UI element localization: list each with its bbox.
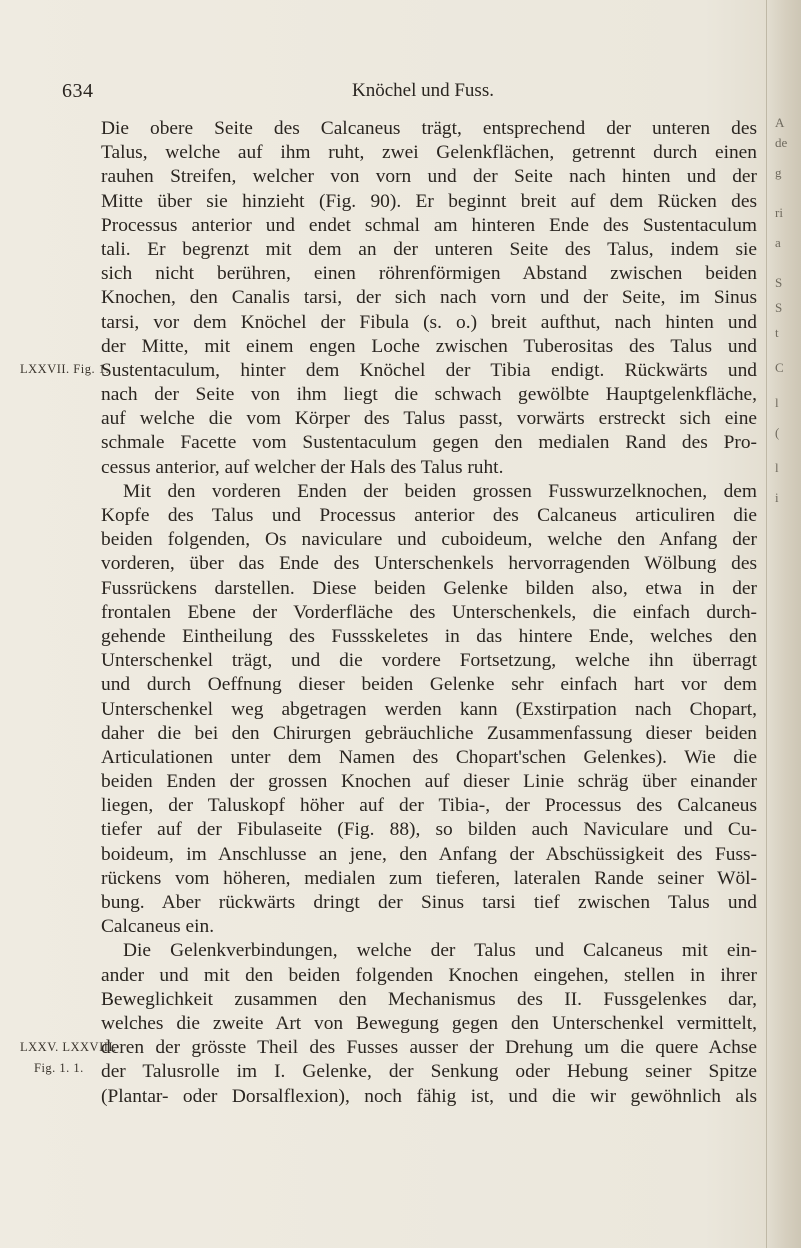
edge-text-fragment: l — [775, 395, 779, 410]
text-line: bung. Aber rückwärts dringt der Sinus tarsi tief zwischen Talus und — [101, 892, 757, 913]
text-line: Knochen, den Canalis tarsi, der sich nach vorn und der Seite, im Sinus — [101, 287, 757, 309]
body-text — [101, 117, 757, 1109]
text-line: auf welche die vom Körper des Talus passt, vorwärts erstreckt sich eine — [101, 408, 757, 430]
text-line: frontalen Ebene der Vorderfläche des Unterschenkels, die einfach durch- — [101, 601, 757, 623]
text-line: Beweglichkeit zusammen den Mechanismus des II. Fussgelenkes dar, — [101, 988, 757, 1010]
text-line: schmale Facette vom Sustentaculum gegen den medialen Rand des Pro- — [101, 432, 757, 454]
page-number: 634 — [62, 80, 94, 102]
text-line: Sustentaculum, hinter dem Knöchel der Tibia endigt. Rückwärts und — [101, 359, 757, 381]
edge-text-fragment: ( — [775, 425, 780, 440]
edge-text-fragment: a — [775, 235, 781, 250]
margin-note-fig-ref: Fig. 1. 1. — [34, 1061, 84, 1075]
text-line: Die obere Seite des Calcaneus trägt, entsprechend der unteren des — [101, 118, 757, 139]
text-line: rückens vom höheren, medialen zum tieferen, lateralen Rande seiner Wöl- — [101, 867, 757, 889]
text-line: daher die bei den Chirurgen gebräuchliche Zusammenfassung dieser beiden — [101, 722, 757, 744]
text-line: welches die zweite Art von Bewegung gegen den Unterschenkel vermittelt, — [101, 1012, 757, 1034]
text-line: Unterschenkel trägt, und die vordere Fortsetzung, welche ihn überragt — [101, 650, 757, 672]
text-line: Mitte über sie hinzieht (Fig. 90). Er beginnt breit auf dem Rücken des — [101, 190, 757, 212]
text-line: ander und mit den beiden folgenden Knochen eingehen, stellen in ihrer — [101, 964, 757, 986]
text-line: Calcaneus ein. — [101, 916, 215, 938]
edge-text-fragment: ri — [775, 205, 783, 220]
text-line: und durch Oeffnung dieser beiden Gelenke sehr einfach hart vor dem — [101, 674, 757, 696]
edge-text-fragment: i — [775, 490, 779, 505]
text-line: Unterschenkel weg abgetragen werden kann (Exstirpation nach Chopart, — [101, 698, 757, 720]
edge-text-fragment: A — [775, 115, 785, 130]
text-line: Articulationen unter dem Namen des Chopart'schen Gelenkes). Wie die — [101, 746, 757, 768]
text-line: der Mitte, mit einem engen Loche zwischen Tuberositas des Talus und — [101, 335, 757, 357]
text-line: beiden folgenden, Os naviculare und cuboideum, welche den Anfang der — [101, 529, 757, 551]
text-line: liegen, der Taluskopf höher auf der Tibia-, der Processus des Calcaneus — [101, 795, 757, 817]
text-line: sich nicht berühren, einen röhrenförmigen Abstand zwischen beiden — [101, 263, 757, 285]
page-header — [62, 80, 702, 108]
text-line: cessus anterior, auf welcher der Hals des Talus ruht. — [101, 456, 504, 478]
text-line: boideum, im Anschlusse an jene, den Anfang der Abschüssigkeit des Fuss- — [101, 843, 757, 865]
edge-text-fragment: S — [775, 275, 783, 290]
text-line: tiefer auf der Fibulaseite (Fig. 88), so bilden auch Naviculare und Cu- — [101, 819, 757, 841]
running-title: Knöchel und Fuss. — [352, 80, 494, 101]
text-line: tali. Er begrenzt mit dem an der unteren Seite des Talus, indem sie — [101, 238, 757, 260]
text-line: vorderen, über das Ende des Unterschenkels hervorragenden Wölbung des — [101, 553, 757, 575]
text-line: tarsi, vor dem Knöchel der Fibula (s. o.) breit aufthut, nach hinten und — [101, 311, 757, 333]
text-line: (Plantar- oder Dorsalflexion), noch fähig ist, und die wir gewöhnlich als — [101, 1085, 757, 1107]
text-line: Kopfe des Talus und Processus anterior des Calcaneus articuliren die — [101, 505, 757, 526]
margin-note-fig-ref: LXXVII. Fig. 1. — [20, 362, 110, 376]
text-line: Fussrückens darstellen. Diese beiden Gelenke bilden also, etwa in der — [101, 577, 757, 599]
edge-text-fragment: l — [775, 460, 779, 475]
edge-text-fragment: C — [775, 360, 784, 375]
edge-text-fragment: S — [775, 300, 783, 315]
adjacent-page-edge — [766, 0, 801, 1248]
text-line: Die Gelenkverbindungen, welche der Talus und Calcaneus mit ein- — [123, 940, 757, 962]
text-line: gehende Eintheilung des Fussskeletes in das hintere Ende, welches den — [101, 625, 757, 647]
edge-text-fragment: g — [775, 165, 782, 180]
margin-note-fig-ref: LXXV. LXXVIII. — [20, 1040, 117, 1054]
text-line: Talus, welche auf ihm ruht, zwei Gelenkflächen, getrennt durch einen — [101, 142, 757, 164]
text-line: der Talusrolle im I. Gelenke, der Senkung oder Hebung seiner Spitze — [101, 1061, 757, 1083]
text-line: Mit den vorderen Enden der beiden grossen Fusswurzelknochen, dem — [123, 480, 757, 502]
text-line: deren der grösste Theil des Fusses ausser der Drehung um die quere Achse — [101, 1037, 757, 1059]
text-line: nach der Seite von ihm liegt die schwach gewölbte Hauptgelenkfläche, — [101, 384, 757, 406]
text-line: rauhen Streifen, welcher von vorn und der Seite nach hinten und der — [101, 166, 757, 188]
edge-text-fragment: de — [775, 135, 788, 150]
edge-text-fragment: t — [775, 325, 779, 340]
text-line: Processus anterior und endet schmal am hinteren Ende des Sustentaculum — [101, 214, 757, 236]
text-line: beiden Enden der grossen Knochen auf dieser Linie schräg über einander — [101, 771, 757, 793]
